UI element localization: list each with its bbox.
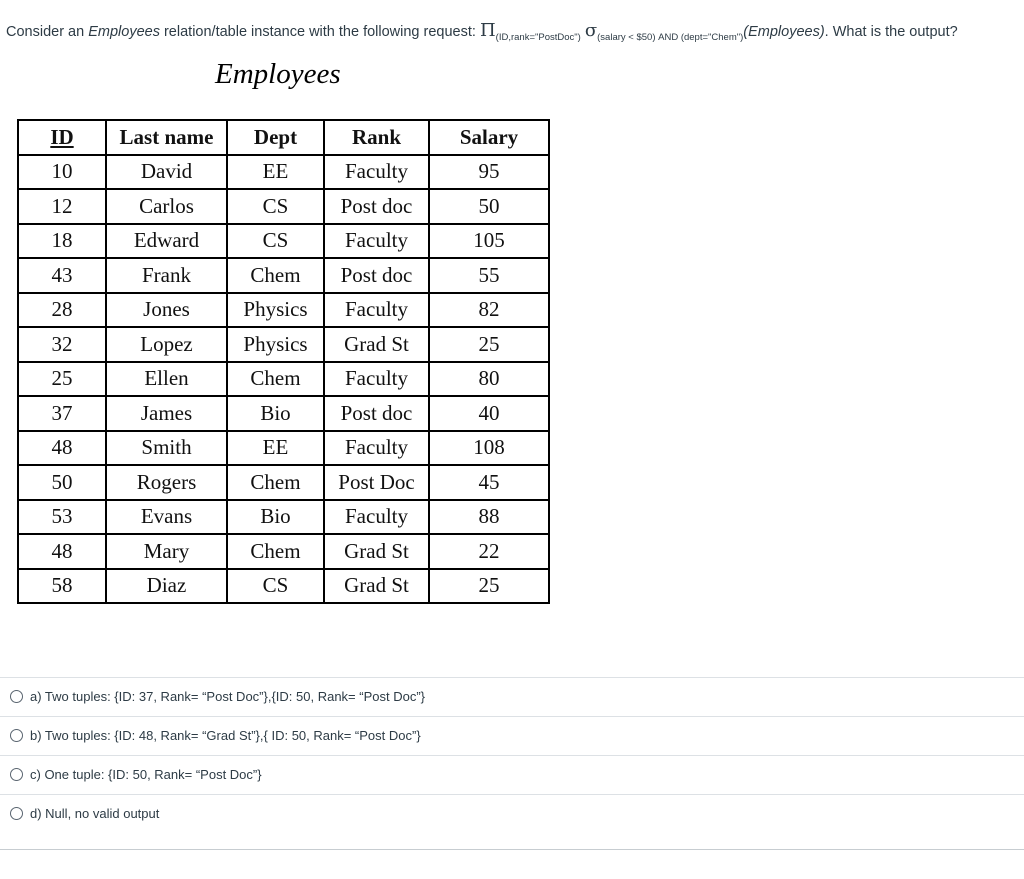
employees-table bbox=[17, 119, 550, 604]
answer-option-c[interactable] bbox=[0, 755, 1024, 794]
cell-salary: 40 bbox=[429, 396, 549, 431]
cell-salary: 25 bbox=[429, 327, 549, 362]
cell-dept: Chem bbox=[227, 534, 324, 569]
cell-salary: 95 bbox=[429, 155, 549, 190]
cell-last-name: Rogers bbox=[106, 465, 227, 500]
cell-dept: Chem bbox=[227, 258, 324, 293]
table-row bbox=[18, 500, 549, 535]
cell-rank: Faculty bbox=[324, 431, 429, 466]
cell-rank: Post doc bbox=[324, 258, 429, 293]
cell-dept: Physics bbox=[227, 327, 324, 362]
cell-dept: Bio bbox=[227, 500, 324, 535]
cell-last-name: Smith bbox=[106, 431, 227, 466]
header-id: ID bbox=[18, 120, 106, 155]
cell-last-name: Frank bbox=[106, 258, 227, 293]
question-prefix: Consider an bbox=[6, 24, 89, 40]
question-suffix: . What is the output? bbox=[824, 24, 958, 40]
header-last-name: Last name bbox=[106, 120, 227, 155]
header-dept: Dept bbox=[227, 120, 324, 155]
radio-button[interactable] bbox=[10, 807, 23, 820]
cell-rank: Faculty bbox=[324, 362, 429, 397]
cell-salary: 80 bbox=[429, 362, 549, 397]
cell-dept: Chem bbox=[227, 362, 324, 397]
cell-salary: 22 bbox=[429, 534, 549, 569]
cell-dept: EE bbox=[227, 155, 324, 190]
cell-last-name: James bbox=[106, 396, 227, 431]
cell-last-name: David bbox=[106, 155, 227, 190]
table-row bbox=[18, 465, 549, 500]
table-row bbox=[18, 569, 549, 604]
cell-rank: Grad St bbox=[324, 327, 429, 362]
cell-salary: 88 bbox=[429, 500, 549, 535]
projection-subscript: (ID,rank="PostDoc") bbox=[495, 32, 581, 43]
cell-id: 32 bbox=[18, 327, 106, 362]
option-label: c) One tuple: {ID: 50, Rank= “Post Doc”} bbox=[30, 767, 262, 782]
header-salary: Salary bbox=[429, 120, 549, 155]
cell-id: 48 bbox=[18, 431, 106, 466]
table-row bbox=[18, 362, 549, 397]
cell-dept: Bio bbox=[227, 396, 324, 431]
cell-id: 48 bbox=[18, 534, 106, 569]
question-argument: (Employees) bbox=[743, 24, 825, 40]
option-label: a) Two tuples: {ID: 37, Rank= “Post Doc”},{ID: 50, Rank= “Post Doc”} bbox=[30, 689, 426, 704]
radio-button[interactable] bbox=[10, 690, 23, 703]
radio-button[interactable] bbox=[10, 729, 23, 742]
cell-salary: 105 bbox=[429, 224, 549, 259]
table-row bbox=[18, 189, 549, 224]
cell-id: 10 bbox=[18, 155, 106, 190]
radio-button[interactable] bbox=[10, 768, 23, 781]
header-rank: Rank bbox=[324, 120, 429, 155]
cell-id: 25 bbox=[18, 362, 106, 397]
cell-dept: Physics bbox=[227, 293, 324, 328]
cell-id: 58 bbox=[18, 569, 106, 604]
cell-salary: 82 bbox=[429, 293, 549, 328]
answer-option-b[interactable] bbox=[0, 716, 1024, 755]
projection-symbol: Π bbox=[479, 20, 496, 41]
cell-id: 12 bbox=[18, 189, 106, 224]
table-row bbox=[18, 534, 549, 569]
cell-rank: Grad St bbox=[324, 569, 429, 604]
cell-rank: Grad St bbox=[324, 534, 429, 569]
cell-salary: 55 bbox=[429, 258, 549, 293]
cell-salary: 108 bbox=[429, 431, 549, 466]
cell-rank: Post doc bbox=[324, 189, 429, 224]
cell-dept: CS bbox=[227, 189, 324, 224]
cell-rank: Faculty bbox=[324, 224, 429, 259]
cell-id: 43 bbox=[18, 258, 106, 293]
answer-options bbox=[0, 677, 1024, 833]
cell-last-name: Carlos bbox=[106, 189, 227, 224]
option-label: b) Two tuples: {ID: 48, Rank= “Grad St”},{ ID: 50, Rank= “Post Doc”} bbox=[30, 728, 421, 743]
table-title: Employees bbox=[215, 58, 341, 90]
table-row bbox=[18, 155, 549, 190]
answer-option-d[interactable] bbox=[0, 794, 1024, 833]
table-row bbox=[18, 396, 549, 431]
table-row bbox=[18, 224, 549, 259]
question-text bbox=[6, 20, 1018, 43]
cell-dept: Chem bbox=[227, 465, 324, 500]
cell-rank: Faculty bbox=[324, 293, 429, 328]
cell-id: 28 bbox=[18, 293, 106, 328]
cell-salary: 50 bbox=[429, 189, 549, 224]
cell-rank: Faculty bbox=[324, 155, 429, 190]
question-relation: Employees bbox=[88, 24, 160, 40]
cell-last-name: Jones bbox=[106, 293, 227, 328]
cell-id: 18 bbox=[18, 224, 106, 259]
divider bbox=[0, 849, 1024, 850]
cell-id: 50 bbox=[18, 465, 106, 500]
cell-last-name: Ellen bbox=[106, 362, 227, 397]
option-label: d) Null, no valid output bbox=[30, 806, 160, 821]
table-header-row bbox=[18, 120, 549, 155]
cell-last-name: Lopez bbox=[106, 327, 227, 362]
cell-id: 53 bbox=[18, 500, 106, 535]
cell-last-name: Edward bbox=[106, 224, 227, 259]
cell-rank: Post Doc bbox=[324, 465, 429, 500]
selection-symbol: σ bbox=[584, 20, 598, 41]
cell-dept: EE bbox=[227, 431, 324, 466]
cell-last-name: Evans bbox=[106, 500, 227, 535]
cell-last-name: Diaz bbox=[106, 569, 227, 604]
table-row bbox=[18, 258, 549, 293]
table-row bbox=[18, 293, 549, 328]
cell-last-name: Mary bbox=[106, 534, 227, 569]
cell-id: 37 bbox=[18, 396, 106, 431]
cell-rank: Post doc bbox=[324, 396, 429, 431]
table-row bbox=[18, 327, 549, 362]
cell-salary: 45 bbox=[429, 465, 549, 500]
cell-dept: CS bbox=[227, 569, 324, 604]
table-row bbox=[18, 431, 549, 466]
cell-dept: CS bbox=[227, 224, 324, 259]
question-mid: relation/table instance with the following request: bbox=[159, 24, 480, 40]
answer-option-a[interactable] bbox=[0, 677, 1024, 716]
cell-salary: 25 bbox=[429, 569, 549, 604]
selection-subscript: (salary < $50) AND (dept="Chem") bbox=[597, 32, 744, 43]
cell-rank: Faculty bbox=[324, 500, 429, 535]
